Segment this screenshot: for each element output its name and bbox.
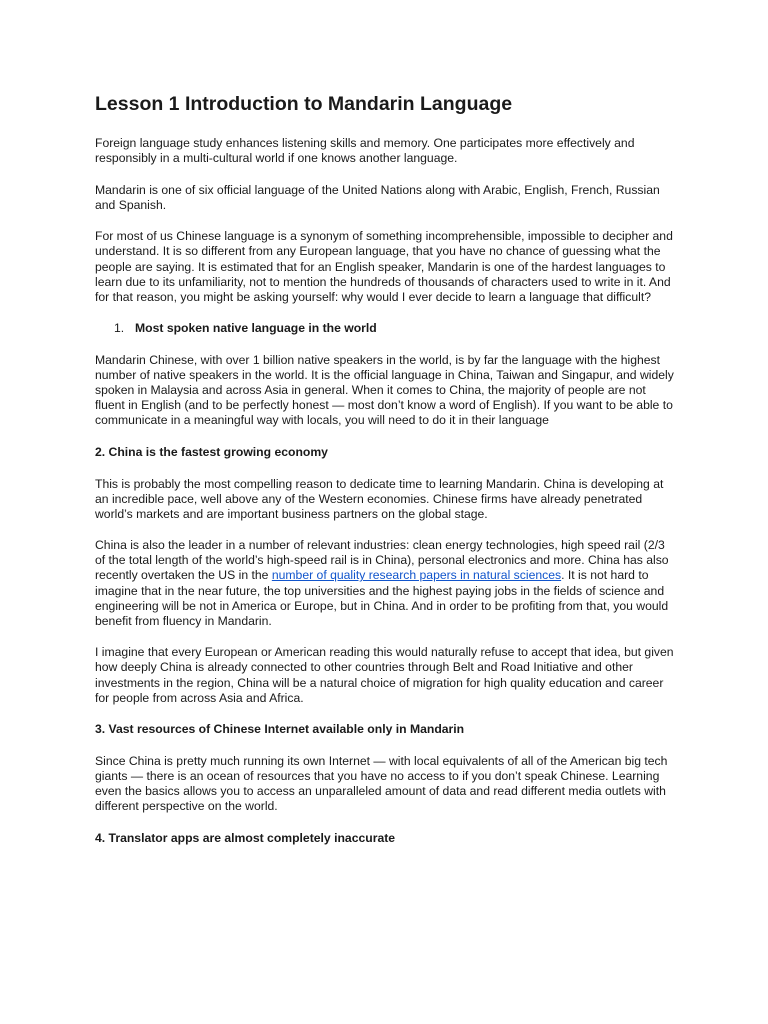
section-1-heading-text: Most spoken native language in the world	[135, 321, 377, 336]
section-2-paragraph-1: This is probably the most compelling reason to dedicate time to learning Mandarin. China is developing at an incredible pace, well above any of the Western economies. Chinese firms have already penetrated world’s markets and are important business partners on the global stage.	[95, 476, 664, 521]
section-3-paragraph-1: Since China is pretty much running its own Internet — with local equivalents of all of the American big tech giants — there is an ocean of resources that you have no access to if you don’t speak Chinese. Learning even the basics allows you to access an unparalleled amount of data and read different media outlets with different perspective on the world.	[95, 753, 668, 814]
intro-paragraph-2: Mandarin is one of six official language of the United Nations along with Arabic, English, French, Russian and Spanish.	[95, 182, 660, 212]
document-page	[95, 92, 677, 862]
section-2-paragraph-2-end: . It is not hard to imagine that in the near future, the top universities and the highest paying jobs in the fields of science and engineering will be not in America or Europe, but in China. And in order to be profiting from that, you would benefit from fluency in Mandarin.	[95, 568, 669, 628]
section-1-heading	[95, 321, 677, 336]
section-2-paragraph-2	[95, 538, 677, 629]
intro-paragraph-1: Foreign language study enhances listening skills and memory. One participates more effectively and responsibly in a multi-cultural world if one knows another language.	[95, 136, 635, 166]
section-2-heading: 2. China is the fastest growing economy	[95, 444, 328, 459]
section-3-heading: 3. Vast resources of Chinese Internet available only in Mandarin	[95, 722, 465, 737]
section-4-heading: 4. Translator apps are almost completely inaccurate	[95, 830, 396, 845]
section-2-paragraph-3: I imagine that every European or American reading this would naturally refuse to accept that idea, but given how deeply China is already connected to other countries through Belt and Road Initiative and other investments in the region, China will be a natural choice of migration for high quality education and career for people from across Asia and Africa.	[95, 645, 674, 705]
intro-paragraph-3: For most of us Chinese language is a synonym of something incomprehensible, impossible to decipher and understand. It is so different from any European language, that you have no chance of guessing what the people are saying. It is estimated that for an English speaker, Mandarin is one of the hardest languages to learn due to its unfamiliarity, not to mention the hundreds of thousands of characters used to write in it. And for that reason, you might be asking yourself: why would I ever decide to learn a language that difficult?	[95, 229, 673, 304]
section-1-number: 1.	[114, 321, 125, 336]
section-2-paragraph-2-start: China is also the leader in a number of relevant industries: clean energy technologies, high speed rail (2/3 of the total length of the world’s high-speed rail is in China), personal electronics and more. China has also recently overtaken the US in the	[95, 538, 669, 583]
page-title: Lesson 1 Introduction to Mandarin Language	[95, 93, 513, 115]
section-1-paragraph-1: Mandarin Chinese, with over 1 billion native speakers in the world, is by far the language with the highest number of native speakers in the world. It is the official language in China, Taiwan and Singapur, and widely spoken in Malaysia and across Asia in general. When it comes to China, the majority of people are not fluent in English (and to be perfectly honest — most don’t know a word of English). If you want to be able to communicate in a meaningful way with locals, you will need to do it in their language	[95, 352, 674, 428]
research-papers-link[interactable]: number of quality research papers in natural sciences	[271, 568, 562, 583]
